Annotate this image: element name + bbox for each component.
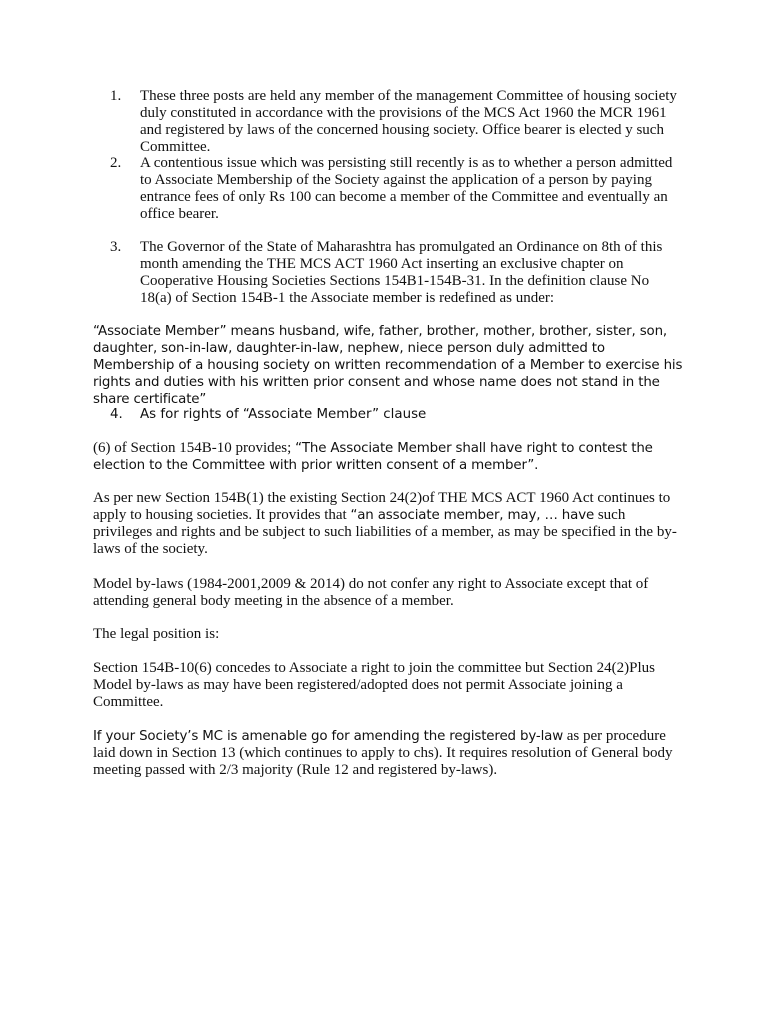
numbered-item-1 — [110, 88, 680, 156]
amending-rest: as per procedure laid down in Section 13 (which continues to apply to chs). It requires resolution of General body meeting passed with 2/3 majority (Rule 12 and registered by-laws). — [93, 728, 673, 778]
section-154b-10-paragraph — [93, 440, 683, 474]
section-154b-10-quote: “The Associate Member shall have right to contest the election to the Committee with prior written consent of a member”. — [93, 441, 653, 473]
numbered-item-2 — [110, 155, 680, 223]
new-section-paragraph — [93, 490, 683, 558]
model-bylaws-paragraph: Model by-laws (1984-2001,2009 & 2014) do not confer any right to Associate except that of attending general body meeting in the absence of a member. — [93, 576, 649, 609]
new-section-quote: “an associate member, may, … have — [350, 508, 595, 523]
item-text: The Governor of the State of Maharashtra has promulgated an Ordinance on 8th of this month amending the THE MCS ACT 1960 Act inserting an exclusive chapter on Cooperative Housing Societies Sections 154B1-154B-31. In the definition clause No 18(a) of Section 154B-1 the Associate member is redefined as under: — [140, 239, 663, 306]
section-154b-10-lead: (6) of Section 154B-10 provides; — [93, 440, 296, 456]
new-section-lead: As per new Section 154B(1) the existing Section 24(2)of THE MCS ACT 1960 Act continues to apply to housing societies. It provides that — [93, 490, 671, 523]
item-number: 4. — [110, 407, 123, 422]
amending-paragraph — [93, 728, 683, 779]
amending-lead: If your Society’s MC is amenable go for amending the registered by-law — [93, 729, 563, 744]
item-text: As for rights of “Associate Member” clause — [140, 407, 427, 422]
concedes-paragraph: Section 154B-10(6) concedes to Associate a right to join the committee but Section 24(2)Plus Model by-laws as may have been registered/adopted does not permit Associate joining a Committee. — [93, 660, 655, 710]
item-number: 1. — [110, 88, 122, 104]
item-text: A contentious issue which was persisting still recently is as to whether a person admitted to Associate Membership of the Society against the application of a person by paying entrance fees of only Rs 100 can become a member of the Committee and eventually an office bearer. — [140, 155, 673, 222]
numbered-item-3 — [110, 239, 680, 307]
new-section-rest: such privileges and rights and be subject to such liabilities of a member, as may be specified in the by-laws of the society. — [93, 507, 677, 557]
item-number: 3. — [110, 239, 122, 255]
numbered-item-4 — [110, 406, 680, 423]
associate-member-definition: “Associate Member” means husband, wife, father, brother, mother, brother, sister, son, daughter, son-in-law, daughter-in-law, nephew, niece person duly admitted to Membership of a housing society on written recommendation of a Member to exercise his rights and duties with his written prior consent and whose name does not stand in the share certificate” — [93, 324, 683, 407]
item-text: These three posts are held any member of the management Committee of housing society duly constituted in accordance with the provisions of the MCS Act 1960 the MCR 1961 and registered by laws of the concerned housing society. Office bearer is elected y such Committee. — [140, 88, 677, 155]
item-number: 2. — [110, 155, 122, 171]
legal-position-heading: The legal position is: — [93, 626, 220, 642]
